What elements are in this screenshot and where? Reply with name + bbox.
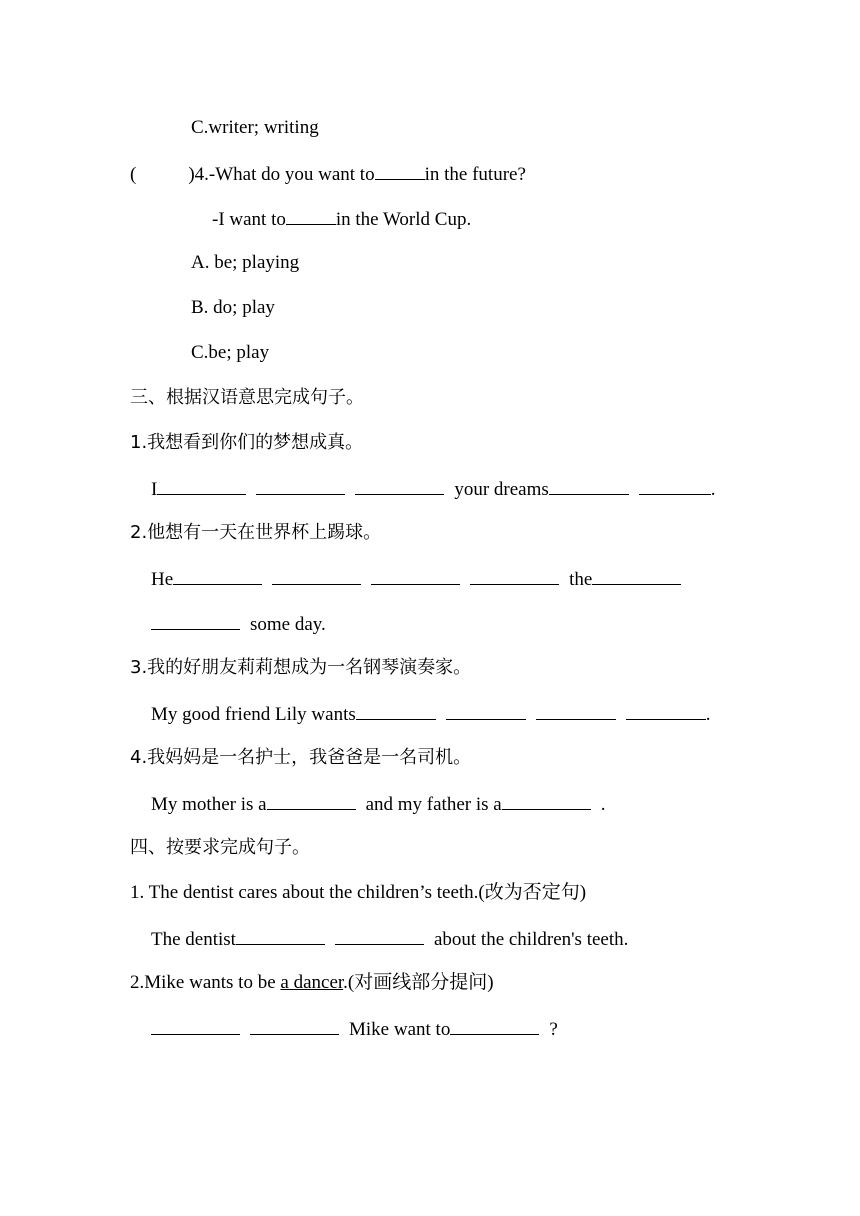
sentence-start: I bbox=[151, 479, 158, 500]
sec4-item-2-answer bbox=[151, 1016, 558, 1040]
sec3-item-4-chinese: 4.我妈妈是一名护士，我爸爸是一名司机。 bbox=[130, 747, 472, 768]
fill-blank[interactable] bbox=[356, 701, 436, 720]
fill-blank[interactable] bbox=[157, 476, 246, 495]
fill-blank[interactable] bbox=[236, 926, 325, 945]
fill-blank[interactable] bbox=[286, 206, 336, 225]
sec4-item-1-question: 1. The dentist cares about the children’s teeth.(改为否定句) bbox=[130, 882, 587, 903]
fill-blank[interactable] bbox=[173, 566, 262, 585]
question-mark: ? bbox=[549, 1019, 558, 1040]
underlined-phrase: a dancer bbox=[280, 972, 344, 993]
sentence-end: about the children's teeth. bbox=[433, 929, 629, 950]
sec3-item-1-chinese: 1.我想看到你们的梦想成真。 bbox=[130, 432, 364, 453]
sentence-middle: the bbox=[569, 569, 593, 590]
fill-blank[interactable] bbox=[250, 1016, 339, 1035]
sec3-item-3-english bbox=[151, 701, 711, 725]
section-4-heading: 四、按要求完成句子。 bbox=[130, 837, 310, 858]
sec4-item-1-answer bbox=[151, 926, 628, 950]
q4-option-a: A. be; playing bbox=[191, 252, 300, 273]
fill-blank[interactable] bbox=[592, 566, 681, 585]
fill-blank[interactable] bbox=[151, 611, 240, 630]
sec3-item-3-chinese: 3.我的好朋友莉莉想成为一名钢琴演奏家。 bbox=[130, 657, 472, 678]
sentence-start: The dentist bbox=[151, 929, 236, 950]
q4-ask-post: in the future? bbox=[424, 164, 526, 185]
sentence-start: My mother is a bbox=[151, 794, 267, 815]
fill-blank[interactable] bbox=[267, 791, 356, 810]
fill-blank[interactable] bbox=[371, 566, 460, 585]
sec3-item-4-english bbox=[151, 791, 605, 815]
sentence-end: . bbox=[705, 704, 711, 725]
fill-blank[interactable] bbox=[151, 1016, 240, 1035]
q4-question bbox=[130, 161, 526, 185]
fill-blank[interactable] bbox=[639, 476, 711, 495]
fill-blank[interactable] bbox=[256, 476, 345, 495]
q4-ans-post: in the World Cup. bbox=[335, 209, 472, 230]
fill-blank[interactable] bbox=[335, 926, 424, 945]
question-text: 2.Mike wants to be bbox=[130, 972, 281, 993]
fill-blank[interactable] bbox=[355, 476, 444, 495]
answer-paren-open: ( bbox=[130, 164, 137, 185]
q4-number: 4. bbox=[194, 164, 209, 185]
q4-answer-line bbox=[212, 206, 471, 230]
fill-blank[interactable] bbox=[549, 476, 629, 495]
sentence-end: . bbox=[600, 794, 606, 815]
question-instruction: .(对画线部分提问) bbox=[343, 972, 494, 993]
sec3-item-2-english-cont bbox=[151, 611, 326, 635]
fill-blank[interactable] bbox=[502, 791, 591, 810]
sentence-middle: Mike want to bbox=[349, 1019, 451, 1040]
fill-blank[interactable] bbox=[450, 1016, 539, 1035]
fill-blank[interactable] bbox=[536, 701, 616, 720]
sentence-end: some day. bbox=[250, 614, 326, 635]
sec3-item-1-english bbox=[151, 476, 716, 500]
answer-paren-close: ) bbox=[188, 164, 195, 185]
fill-blank[interactable] bbox=[626, 701, 706, 720]
sentence-start: He bbox=[151, 569, 174, 590]
q4-ans-pre: -I want to bbox=[212, 209, 286, 230]
sec3-item-2-english bbox=[151, 566, 681, 590]
q4-ask-pre: -What do you want to bbox=[208, 164, 375, 185]
q4-option-b: B. do; play bbox=[191, 297, 275, 318]
fill-blank[interactable] bbox=[470, 566, 559, 585]
fill-blank[interactable] bbox=[446, 701, 526, 720]
q3-option-c: C.writer; writing bbox=[191, 117, 319, 138]
q4-option-c: C.be; play bbox=[191, 342, 270, 363]
sentence-middle: your dreams bbox=[454, 479, 549, 500]
fill-blank[interactable] bbox=[272, 566, 361, 585]
sentence-middle: and my father is a bbox=[365, 794, 502, 815]
sentence-start: My good friend Lily wants bbox=[151, 704, 356, 725]
section-3-heading: 三、根据汉语意思完成句子。 bbox=[130, 387, 364, 408]
sentence-end: . bbox=[710, 479, 716, 500]
fill-blank[interactable] bbox=[375, 161, 425, 180]
sec3-item-2-chinese: 2.他想有一天在世界杯上踢球。 bbox=[130, 522, 382, 543]
sec4-item-2-question bbox=[130, 971, 494, 995]
